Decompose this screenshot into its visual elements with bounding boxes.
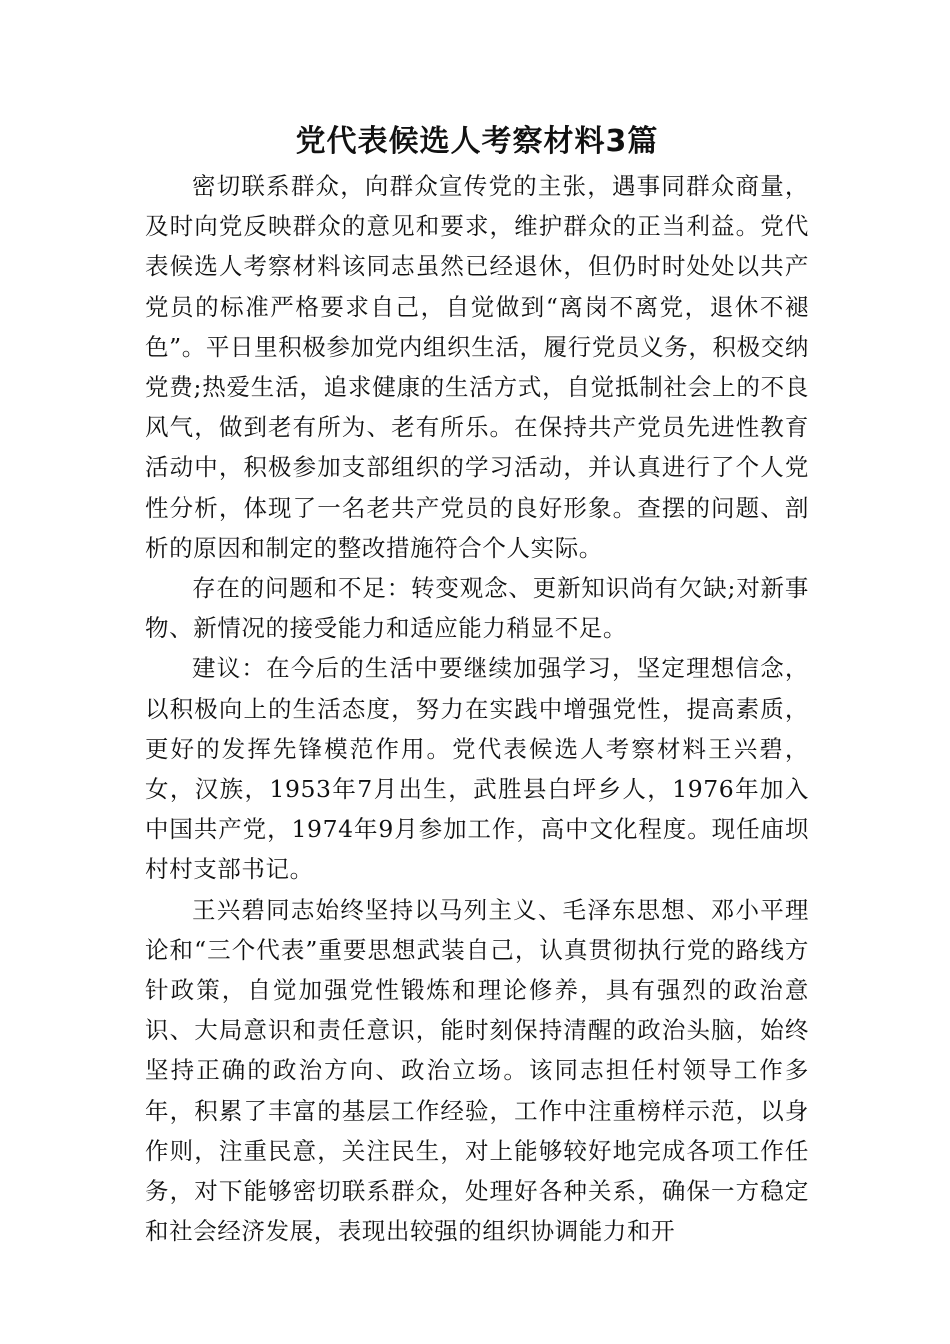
- paragraph-2: 存在的问题和不足：转变观念、更新知识尚有欠缺;对新事物、新情况的接受能力和适应能力稍显不足。: [145, 574, 809, 643]
- paragraph-1: 密切联系群众，向群众宣传党的主张，遇事同群众商量，及时向党反映群众的意见和要求，维护群众的正当利益。党代表候选人考察材料该同志虽然已经退休，但仍时时处处以共产党员的标准严格要求自己，自觉做到“离岗不离党，退休不褪色”。平日里积极参加党内组织生活，履行党员义务，积极交纳党费;热爱生活，追求健康的生活方式，自觉抵制社会上的不良风气，做到老有所为、老有所乐。在保持共产党员先进性教育活动中，积极参加支部组织的学习活动，并认真进行了个人党性分析，体现了一名老共产党员的良好形象。查摆的问题、剖析的原因和制定的整改措施符合个人实际。: [145, 172, 809, 562]
- document-title: 党代表候选人考察材料3篇: [295, 124, 659, 159]
- paragraph-3: 建议：在今后的生活中要继续加强学习，坚定理想信念，以积极向上的生活态度，努力在实践中增强党性，提高素质，更好的发挥先锋模范作用。党代表候选人考察材料王兴碧，女，汉族，1953年7月出生，武胜县白坪乡人，1976年加入中国共产党，1974年9月参加工作，高中文化程度。现任庙坝村村支部书记。: [145, 654, 809, 884]
- paragraph-4: 王兴碧同志始终坚持以马列主义、毛泽东思想、邓小平理论和“三个代表”重要思想武装自己，认真贯彻执行党的路线方针政策，自觉加强党性锻炼和理论修养，具有强烈的政治意识、大局意识和责任意识，能时刻保持清醒的政治头脑，始终坚持正确的政治方向、政治立场。该同志担任村领导工作多年，积累了丰富的基层工作经验，工作中注重榜样示范，以身作则，注重民意，关注民生，对上能够较好地完成各项工作任务，对下能够密切联系群众，处理好各种关系，确保一方稳定和社会经济发展，表现出较强的组织协调能力和开: [145, 895, 809, 1246]
- document-page: [145, 118, 809, 1251]
